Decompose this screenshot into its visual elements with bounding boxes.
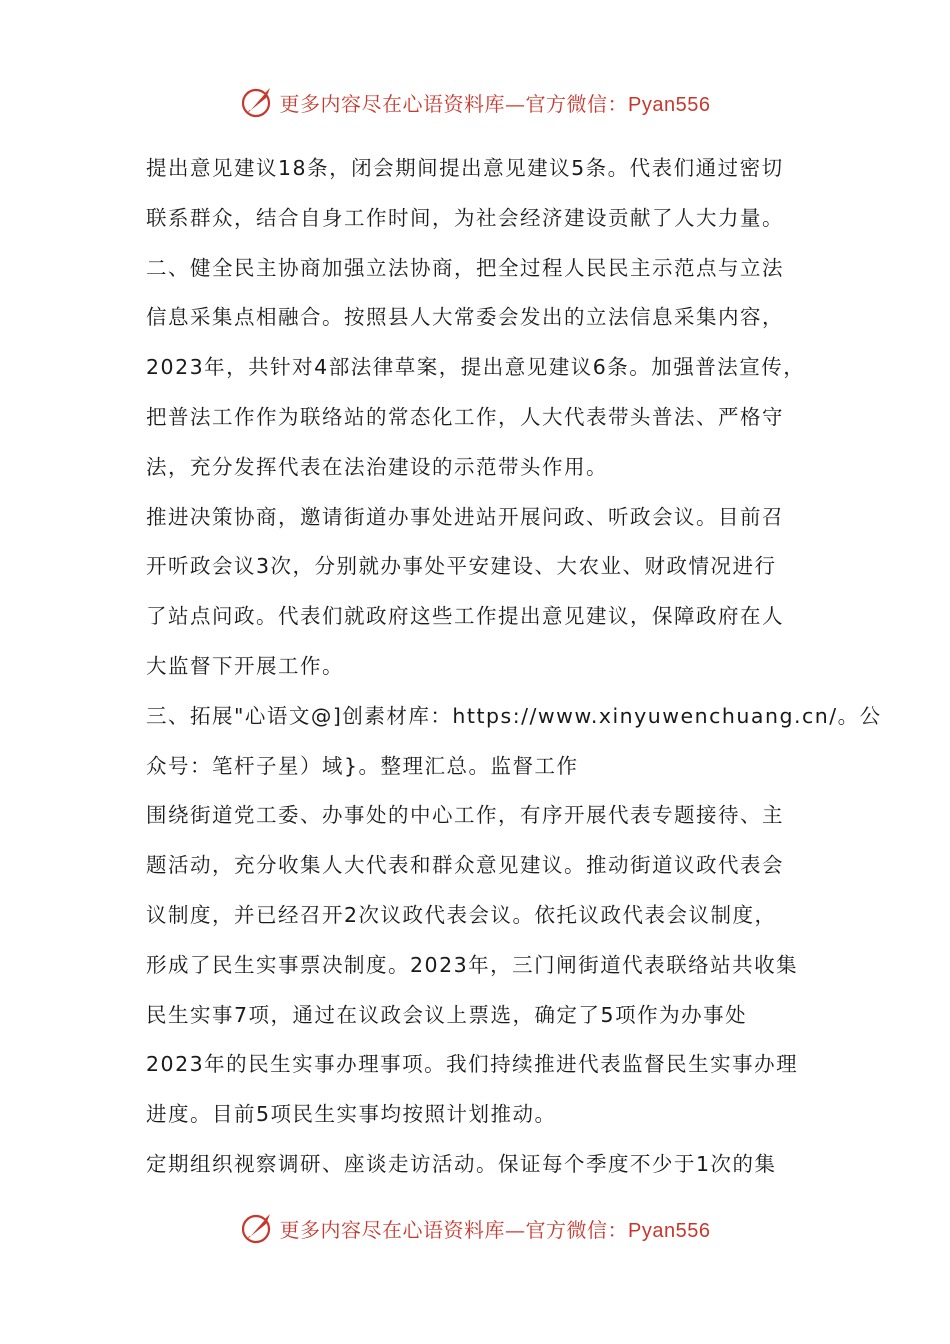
- quill-logo-icon: [240, 1210, 276, 1246]
- body-line: 议制度，并已经召开2次议政代表会议。依托议政代表会议制度，: [146, 902, 777, 927]
- body-line: 开听政会议3次，分别就办事处平安建设、大农业、财政情况进行: [146, 554, 777, 579]
- body-line: 大监督下开展工作。: [146, 653, 344, 678]
- header-banner: [0, 80, 950, 124]
- footer-banner-text: 更多内容尽在心语资料库—官方微信：Pyan556: [279, 1217, 711, 1242]
- body-line: 三、拓展"心语文@]创素材库：https://www.xinyuwenchuang.cn/。公: [146, 703, 882, 728]
- body-line: 把普法工作作为联络站的常态化工作，人大代表带头普法、严格守: [146, 404, 784, 429]
- footer-banner: [0, 1206, 950, 1250]
- body-line: 形成了民生实事票决制度。2023年，三门闸街道代表联络站共收集: [146, 952, 799, 977]
- body-line: 2023年，共针对4部法律草案，提出意见建议6条。加强普法宣传，: [146, 355, 806, 380]
- document-body: [146, 144, 882, 1190]
- body-line: 联系群众，结合自身工作时间，为社会经济建设贡献了人大力量。: [146, 205, 784, 230]
- body-line: 进度。目前5项民生实事均按照计划推动。: [146, 1102, 557, 1127]
- body-line: 2023年的民生实事办理事项。我们持续推进代表监督民生实事办理: [146, 1052, 799, 1077]
- body-line: 推进决策协商，邀请街道办事处进站开展问政、听政会议。目前召: [146, 504, 784, 529]
- header-banner-text: 更多内容尽在心语资料库—官方微信：Pyan556: [279, 91, 711, 116]
- body-line: 了站点问政。代表们就政府这些工作提出意见建议，保障政府在人: [146, 604, 784, 629]
- body-line: 定期组织视察调研、座谈走访活动。保证每个季度不少于1次的集: [146, 1151, 777, 1176]
- quill-logo-icon: [240, 84, 276, 120]
- body-line: 信息采集点相融合。按照县人大常委会发出的立法信息采集内容，: [146, 305, 784, 330]
- body-line: 民生实事7项，通过在议政会议上票选，确定了5项作为办事处: [146, 1002, 748, 1027]
- body-line: 提出意见建议18条，闭会期间提出意见建议5条。代表们通过密切: [146, 156, 784, 180]
- body-line: 二、健全民主协商加强立法协商，把全过程人民民主示范点与立法: [146, 255, 784, 280]
- body-line: 围绕街道党工委、办事处的中心工作，有序开展代表专题接待、主: [146, 803, 784, 828]
- body-line: 众号：笔杆子星）域}。整理汇总。监督工作: [146, 753, 579, 778]
- body-line: 法，充分发挥代表在法治建设的示范带头作用。: [146, 454, 608, 479]
- body-line: 题活动，充分收集人大代表和群众意见建议。推动街道议政代表会: [146, 853, 784, 878]
